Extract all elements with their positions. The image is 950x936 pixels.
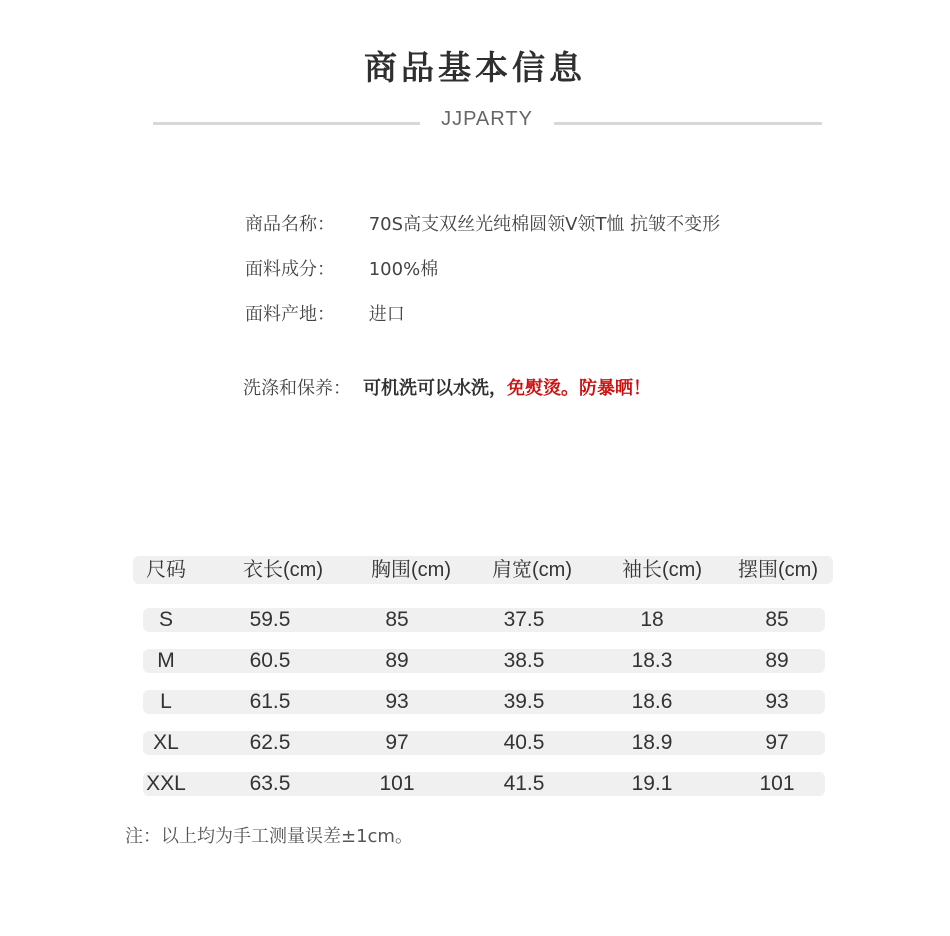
info-value: 100%棉 bbox=[368, 259, 439, 280]
cell-sleeve: 18.3 bbox=[631, 649, 673, 672]
divider-right bbox=[554, 122, 822, 125]
cell-size: XXL bbox=[146, 772, 186, 795]
header-length: 衣长(cm) bbox=[243, 559, 323, 581]
cell-length: 60.5 bbox=[249, 649, 291, 672]
brand-name: JJPARTY bbox=[441, 108, 533, 130]
cell-length: 63.5 bbox=[249, 772, 291, 795]
header-chest: 胸围(cm) bbox=[371, 559, 451, 581]
table-row bbox=[143, 690, 825, 714]
cell-size: M bbox=[157, 649, 175, 672]
info-value: 70S高支双丝光纯棉圆领V领T恤 抗皱不变形 bbox=[368, 214, 721, 235]
cell-hem: 101 bbox=[759, 772, 795, 795]
cell-shoulder: 41.5 bbox=[503, 772, 545, 795]
table-row bbox=[143, 649, 825, 673]
cell-chest: 85 bbox=[385, 608, 409, 631]
table-row bbox=[143, 731, 825, 755]
cell-size: XL bbox=[153, 731, 179, 754]
care-label: 洗涤和保养： bbox=[243, 378, 351, 399]
info-fabric bbox=[245, 255, 438, 281]
cell-shoulder: 37.5 bbox=[503, 608, 545, 631]
info-value: 进口 bbox=[368, 304, 405, 325]
cell-shoulder: 38.5 bbox=[503, 649, 545, 672]
measurement-note: 注：以上均为手工测量误差±1cm。 bbox=[125, 826, 413, 847]
care-warning: 免熨烫。防暴晒！ bbox=[507, 378, 651, 399]
header-size: 尺码 bbox=[146, 559, 186, 581]
cell-shoulder: 39.5 bbox=[503, 690, 545, 713]
info-origin bbox=[245, 300, 405, 326]
header-hem: 摆围(cm) bbox=[738, 559, 818, 581]
cell-sleeve: 18.6 bbox=[631, 690, 673, 713]
page-title: 商品基本信息 bbox=[364, 48, 586, 87]
table-row bbox=[143, 772, 825, 796]
cell-length: 59.5 bbox=[249, 608, 291, 631]
size-table-header bbox=[133, 556, 833, 584]
cell-shoulder: 40.5 bbox=[503, 731, 545, 754]
cell-hem: 97 bbox=[765, 731, 789, 754]
cell-length: 61.5 bbox=[249, 690, 291, 713]
cell-size: L bbox=[160, 690, 172, 713]
care-washable: 可机洗可以水洗， bbox=[363, 378, 507, 399]
cell-chest: 101 bbox=[379, 772, 415, 795]
cell-sleeve: 18 bbox=[640, 608, 664, 631]
cell-hem: 89 bbox=[765, 649, 789, 672]
care-instructions bbox=[243, 374, 651, 400]
cell-hem: 85 bbox=[765, 608, 789, 631]
cell-size: S bbox=[158, 608, 173, 631]
cell-hem: 93 bbox=[765, 690, 789, 713]
cell-chest: 97 bbox=[385, 731, 409, 754]
cell-chest: 93 bbox=[385, 690, 409, 713]
info-label: 商品名称： bbox=[245, 214, 335, 235]
cell-sleeve: 19.1 bbox=[631, 772, 673, 795]
divider-left bbox=[153, 122, 420, 125]
cell-chest: 89 bbox=[385, 649, 409, 672]
info-label: 面料成分： bbox=[245, 259, 335, 280]
cell-length: 62.5 bbox=[249, 731, 291, 754]
info-label: 面料产地： bbox=[245, 304, 335, 325]
header-sleeve: 袖长(cm) bbox=[622, 559, 702, 581]
cell-sleeve: 18.9 bbox=[631, 731, 673, 754]
info-product-name bbox=[245, 210, 720, 236]
header-shoulder: 肩宽(cm) bbox=[492, 559, 572, 581]
table-row bbox=[143, 608, 825, 632]
